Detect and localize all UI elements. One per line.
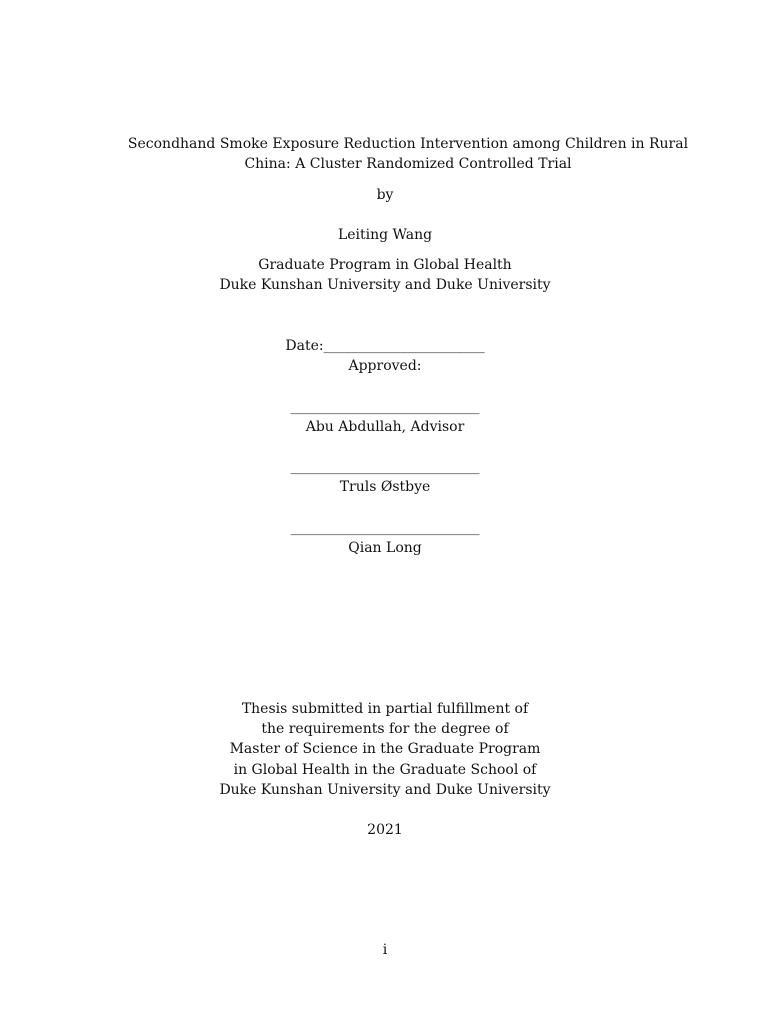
university-name: Duke Kunshan University and Duke University xyxy=(219,277,551,293)
statement-line: Duke Kunshan University and Duke University xyxy=(219,782,551,798)
statement-line: Thesis submitted in partial fulfillment of xyxy=(241,701,529,717)
date-line: Date:_______________________ xyxy=(285,338,485,354)
thesis-title: Secondhand Smoke Exposure Reduction Intervention among Children in Rural China: A Cluster Randomized Controlled Trial xyxy=(127,136,689,172)
statement-line: the requirements for the degree of xyxy=(261,721,509,737)
year: 2021 xyxy=(367,822,403,838)
signature-line: ___________________________ xyxy=(290,520,480,536)
program-name: Graduate Program in Global Health xyxy=(258,257,512,273)
signature-line: ___________________________ xyxy=(290,399,480,415)
by-label: by xyxy=(376,187,394,203)
author-name: Leiting Wang xyxy=(337,227,433,243)
signature-line: ___________________________ xyxy=(290,459,480,475)
statement-line: Master of Science in the Graduate Program xyxy=(229,741,541,757)
signatory-name: Qian Long xyxy=(348,540,422,556)
signatory-name: Abu Abdullah, Advisor xyxy=(305,419,465,435)
statement-line: in Global Health in the Graduate School of xyxy=(233,762,537,778)
page-number: i xyxy=(382,942,388,958)
signatory-name: Truls Østbye xyxy=(339,479,431,495)
approved-label: Approved: xyxy=(348,358,422,374)
